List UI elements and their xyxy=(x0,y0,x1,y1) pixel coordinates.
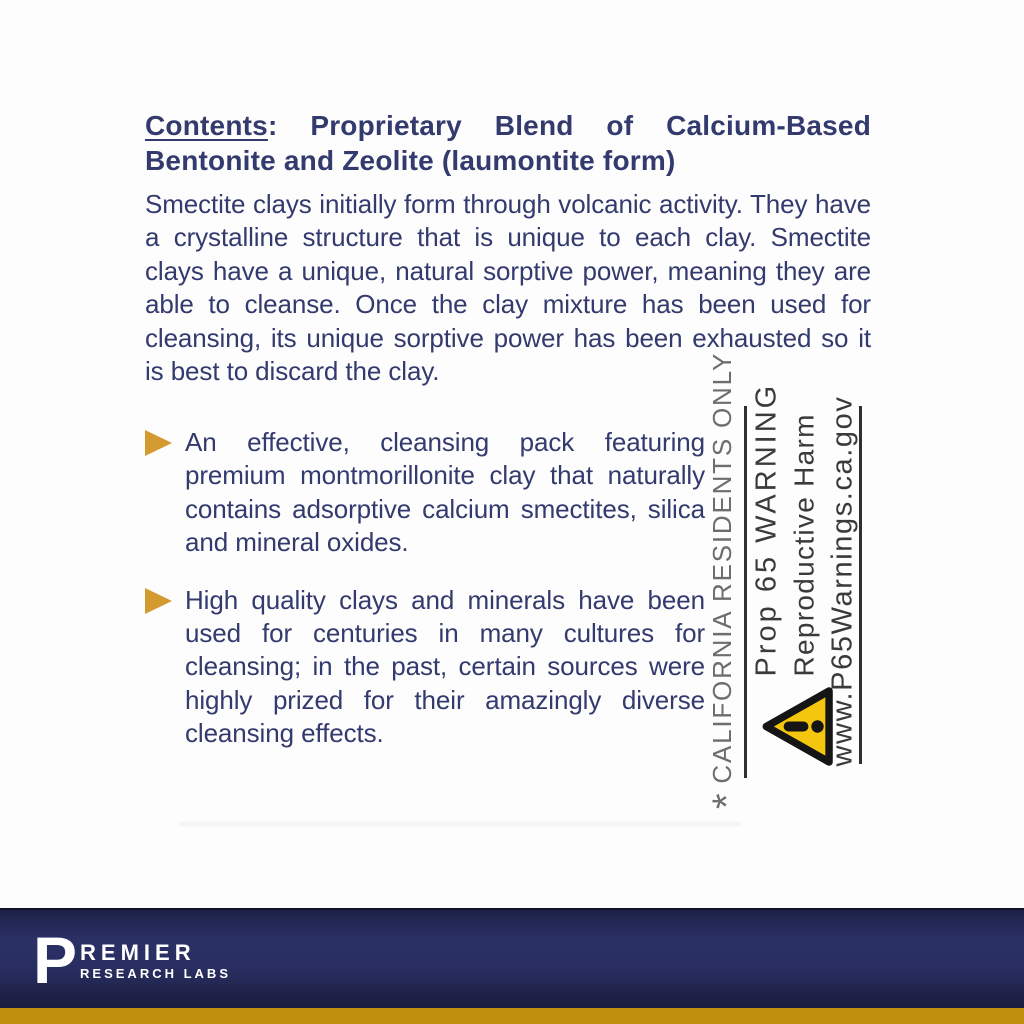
contents-term: Contents xyxy=(145,110,268,141)
prop65-warning-block xyxy=(749,382,861,769)
divider-rule-left xyxy=(744,406,747,778)
bullet-text: An effective, cleansing pack featuring premium montmorillonite clay that naturally contains adsorptive calcium smectites, silica and mineral oxides. xyxy=(185,427,705,558)
arrow-right-bullet-icon xyxy=(145,430,172,456)
warning-triangle-icon xyxy=(761,685,837,769)
logo-subtitle: RESEARCH LABS xyxy=(80,966,231,981)
photo-shadow-artifact xyxy=(180,822,740,826)
logo-initial: P xyxy=(33,923,78,997)
logo-wordmark xyxy=(80,942,231,981)
prop65-warning-url: www.P65Warnings.ca.gov xyxy=(826,395,859,767)
asterisk-mark: * xyxy=(705,791,749,809)
logo-word-rest: REMIER xyxy=(80,940,196,965)
arrow-right-bullet-icon xyxy=(145,588,172,614)
list-item xyxy=(145,584,705,751)
prop65-warning-subtitle: Reproductive Harm xyxy=(788,413,820,677)
list-item xyxy=(145,426,705,560)
label-text-block xyxy=(145,108,871,388)
prop65-warning-title: Prop 65 WARNING xyxy=(750,382,783,677)
footer-bar xyxy=(0,908,1024,1008)
footer-gold-stripe xyxy=(0,1008,1024,1024)
intro-paragraph: Smectite clays initially form through volcanic activity. They have a crystalline structure that is unique to each clay. Smectite clays have a unique, natural sorptive power, meaning they are able to cleanse. Once the clay mixture has been used for cleansing, its unique sorptive power has been exhausted so it is best to discard the clay. xyxy=(145,189,871,387)
contents-heading xyxy=(145,108,871,178)
california-residents-text: CALIFORNIA RESIDENTS ONLY xyxy=(706,351,737,784)
bullet-text: High quality clays and minerals have been used for centuries in many cultures for cleansing; in the past, certain sources were highly prized for their amazingly diverse cleansing effects. xyxy=(185,584,705,749)
premier-research-labs-logo xyxy=(33,923,231,997)
contents-description: : Proprietary Blend of Calcium-Based Bentonite and Zeolite (laumontite form) xyxy=(145,110,871,176)
bullet-list xyxy=(145,426,705,775)
california-residents-note xyxy=(705,351,749,809)
